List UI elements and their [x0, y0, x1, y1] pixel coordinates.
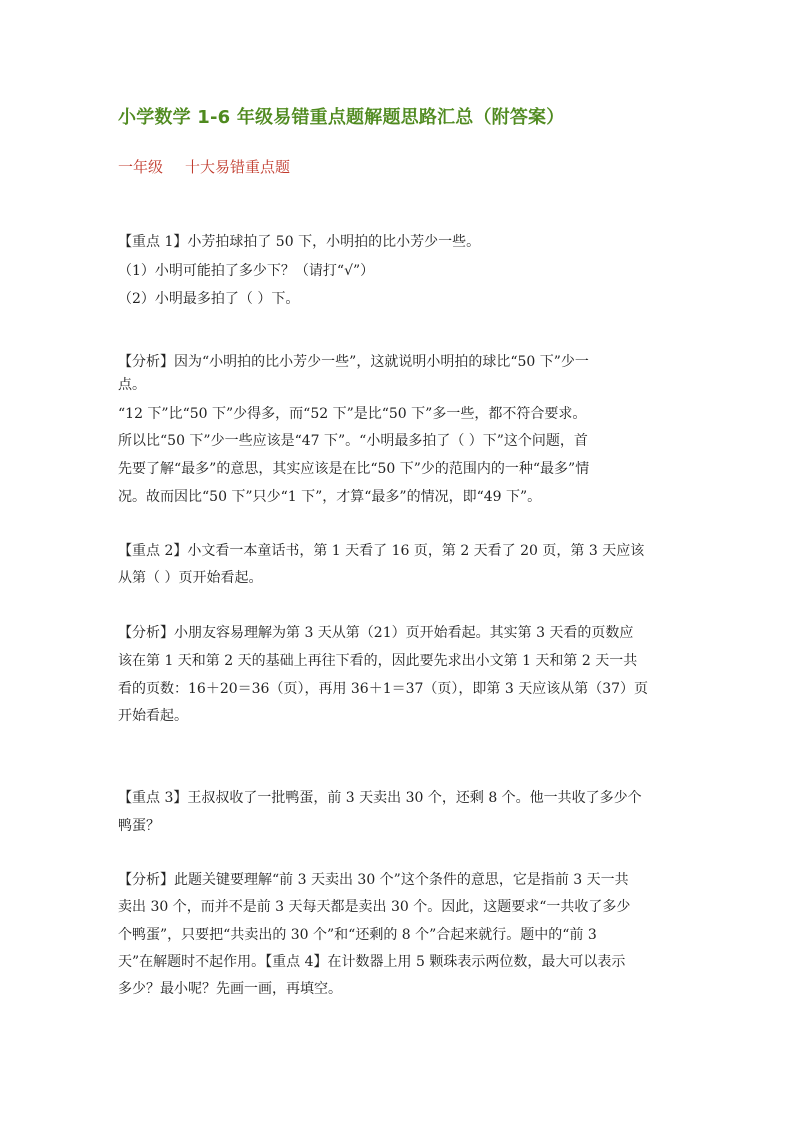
section-heading	[118, 156, 290, 177]
text-line: 从第（ ）页开始看起。	[118, 570, 263, 586]
text-line: （1）小明可能拍了多少下？（请打“√”）	[118, 263, 375, 279]
text-line: 【重点 2】小文看一本童话书，第 1 天看了 16 页，第 2 天看了 20 页，第 3 天应该	[118, 543, 645, 559]
text-line: 先要了解“最多”的意思，其实应该是在比“50 下”少的范围内的一种“最多”情	[118, 461, 590, 477]
text-line: 点。	[118, 377, 146, 393]
text-line: 卖出 30 个，而并不是前 3 天每天都是卖出 30 个。因此，这题要求“一共收了多少	[118, 899, 631, 915]
text-line: 【重点 3】王叔叔收了一批鸭蛋，前 3 天卖出 30 个，还剩 8 个。他一共收了多少个	[118, 790, 642, 806]
text-line: 况。故而因比“50 下”只少“1 下”，才算“最多”的情况，即“49 下”。	[118, 489, 542, 505]
text-line: （2）小明最多拍了（ ）下。	[118, 291, 300, 307]
text-line: 鸭蛋？	[118, 818, 160, 834]
topic-label: 十大易错重点题	[185, 158, 291, 176]
text-line: 【分析】此题关键要理解“前 3 天卖出 30 个”这个条件的意思，它是指前 3 天一共	[118, 872, 629, 888]
grade-label: 一年级	[118, 158, 164, 176]
text-line: 所以比“50 下”少一些应该是“47 下”。“小明最多拍了（ ）下”这个问题，首	[118, 433, 588, 449]
text-line: 【分析】因为“小明拍的比小芳少一些”，这就说明小明拍的球比“50 下”少一	[118, 354, 589, 370]
text-line: 多少？最小呢？先画一画，再填空。	[118, 981, 342, 997]
text-line: “12 下”比“50 下”少得多，而“52 下”是比“50 下”多一些，都不符合要求。	[118, 406, 587, 422]
text-line: 看的页数：16＋20＝36（页），再用 36＋1＝37（页），即第 3 天应该从第（37）页	[118, 681, 649, 697]
text-line: 该在第 1 天和第 2 天的基础上再往下看的，因此要先求出小文第 1 天和第 2 天一共	[118, 653, 638, 669]
text-line: 【分析】小朋友容易理解为第 3 天从第（21）页开始看起。其实第 3 天看的页数应	[118, 625, 634, 641]
document-title: 小学数学 1-6 年级易错重点题解题思路汇总（附答案）	[118, 107, 565, 128]
text-line: 个鸭蛋”，只要把“共卖出的 30 个”和“还剩的 8 个”合起来就行。题中的“前 3	[118, 927, 597, 943]
text-line: 天”在解题时不起作用。【重点 4】在计数器上用 5 颗珠表示两位数，最大可以表示	[118, 954, 626, 970]
text-line: 开始看起。	[118, 708, 188, 724]
text-line: 【重点 1】小芳拍球拍了 50 下，小明拍的比小芳少一些。	[118, 234, 481, 250]
